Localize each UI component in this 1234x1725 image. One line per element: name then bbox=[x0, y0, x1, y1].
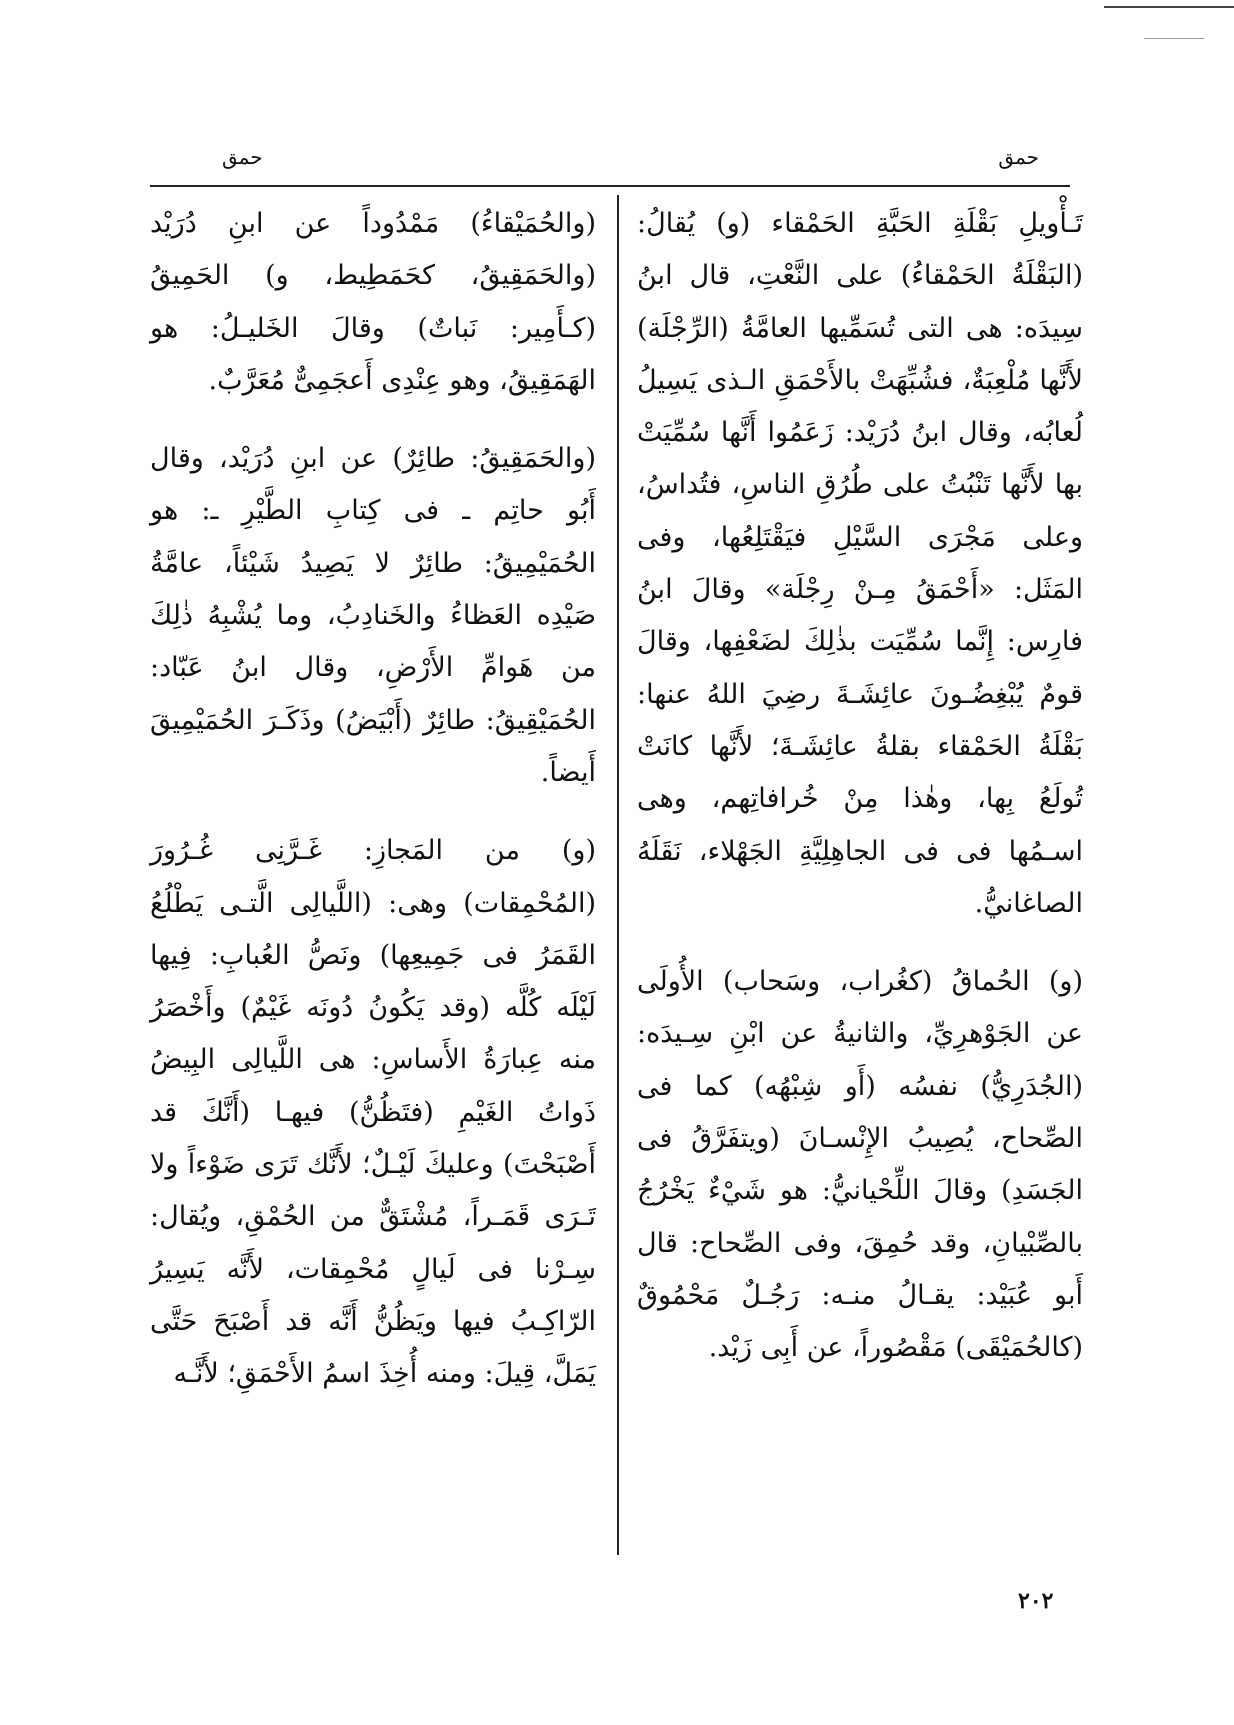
page-number: ٢٠٢ bbox=[1018, 1588, 1054, 1614]
paragraph: تَـأْويلِ بَقْلَةِ الحَبَّةِ الحَمْقاء (و) يُقالُ: (البَقْلَةُ الحَمْقاءُ) على النَّعْتِ، قال ابنُ سِيدَه: هى التى تُسَمِّيها العامَّةُ (الرِّجْلَة) لأَنَّها مُلْعِبَةٌ، فشُبِّهَتْ بالأَحْمَقِ الـذى يَسِيلُ لُعابُه، وقال ابنُ دُرَيْد: زَعَمُوا أَنَّها سُمِّيَتْ بها لأَنَّها تَنْبُتُ على طُرُقِ الناسِ، فتُداسُ، وعلى مَجْرَى السَّيْلِ فيَقْتَلِعُها، وفى المَثَل: «أَحْمَقُ مِـنْ رِجْلَة» وقالَ ابنُ فارِس: إِنَّما سُمِّيَت بذٰلِكَ لضَعْفِها، وقالَ قومٌ يُبْغِضُـونَ عائِشَـةَ رضِيَ اللهُ عنها: بَقْلَةُ الحَمْقاء بقلةُ عائِشَـةَ؛ لأَنَّها كانَتْ تُولَعُ بِها، وهٰذا مِنْ خُرافاتِهم، وهى اسـمُها فى فى الجاهِلِيَّةِ الجَهْلاء، نَقَلَهُ الصاغانيُّ. bbox=[637, 208, 1083, 919]
paragraph: (و) من المَجازِ: غَـرَّنِى غُـرُورَ (المُحْمِقات) وهى: (اللَّيالِى الَّتـى يَطْلُعُ القَمَرُ فى جَمِيعِها) ونَصُّ العُبابِ: فِيها لَيْلَه كُلَّه (وقد يَكُونُ دُونَه غَيْمٌ) وأَخْصَرُ منه عِبارَةُ الأَساسِ: هى اللَّيالِى البِيضُ ذَواتُ الغَيْمِ (فتَظُنُّ) فيهـا (أَنَّكَ قد أَصْبَحْتَ) وعليكَ لَيْـلٌ؛ لأَنَّك تَرَى ضَوْءاً ولا تَـرَى قَمَـراً، مُشْتَقٌّ من الحُمْقِ، ويُقال: سِـرْنا فى لَيالٍ مُحْمِقات، لأَنَّه يَسِيرُ الرّاكِـبُ فيها ويَظُنُّ أَنَّه قد أَصْبَحَ حَتَّى يَمَلَّ، قِيلَ: ومنه أُخِذَ اسمُ الأَحْمَقِ؛ لأَنَّـه bbox=[150, 835, 596, 1390]
column-divider bbox=[617, 195, 619, 1555]
running-head-right: حمق bbox=[998, 145, 1039, 169]
paragraph: (والحَمَقِيقُ: طائِرٌ) عن ابنِ دُرَيْد، وقال أَبُو حاتِم ـ فى كِتابِ الطَّيْرِ ـ: هو الحُمَيْمِيقُ: طائِرٌ لا يَصِيدُ شَيْئاً، عامَّةُ صَيْدِه العَظاءُ والخَنادِبُ، وما يُشْبِهُ ذٰلِكَ من هَوامِّ الأَرْضِ، وقال ابنُ عَبّاد: الحُمَيْقِيقُ: طائِرٌ (أَبْيَضُ) وذَكَـرَ الحُمَيْمِيقَ أَيضاً. bbox=[150, 443, 596, 788]
running-head-left: حمق bbox=[222, 145, 263, 169]
paragraph: (و) الحُماقُ (كغُراب، وسَحاب) الأُولَى عن الجَوْهرِيِّ، والثانيةُ عن ابْنِ سِـيدَه: (الجُدَرِيُّ) نفسُه (أَو شِبْهُه) كما فى الصِّحاح، يُصِيبُ الإِنْسـانَ (ويتفَرَّقُ فى الجَسَدِ) وقالَ اللِّحْيانيُّ: هو شَيْءٌ يَخْرُجُ بالصِّبْيانِ، وقد حُمِقَ، وفى الصِّحاح: قال أَبو عُبَيْد: يقـالُ منـه: رَجُـلٌ مَحْمُوقٌ (كالحُمَيْقَى) مَقْصُوراً، عن أَبِى زَيْد. bbox=[637, 966, 1083, 1364]
scan-edge-mark bbox=[1104, 6, 1234, 8]
header-rule bbox=[150, 185, 1070, 187]
paragraph: (والحُمَيْقاءُ) مَمْدُوداً عن ابنِ دُرَيْد (والحَمَقِيقُ، كحَمَطِيط، و) الحَمِيقُ (كـأَمِير: نَباتٌ) وقالَ الخَليـلُ: هو الهَمَقِيقُ، وهو عِنْدِى أَعجَمِىٌّ مُعَرَّبٌ. bbox=[150, 208, 596, 396]
right-column bbox=[637, 198, 1083, 1375]
left-column bbox=[150, 198, 596, 1401]
scan-edge-mark-faint bbox=[1144, 38, 1204, 39]
